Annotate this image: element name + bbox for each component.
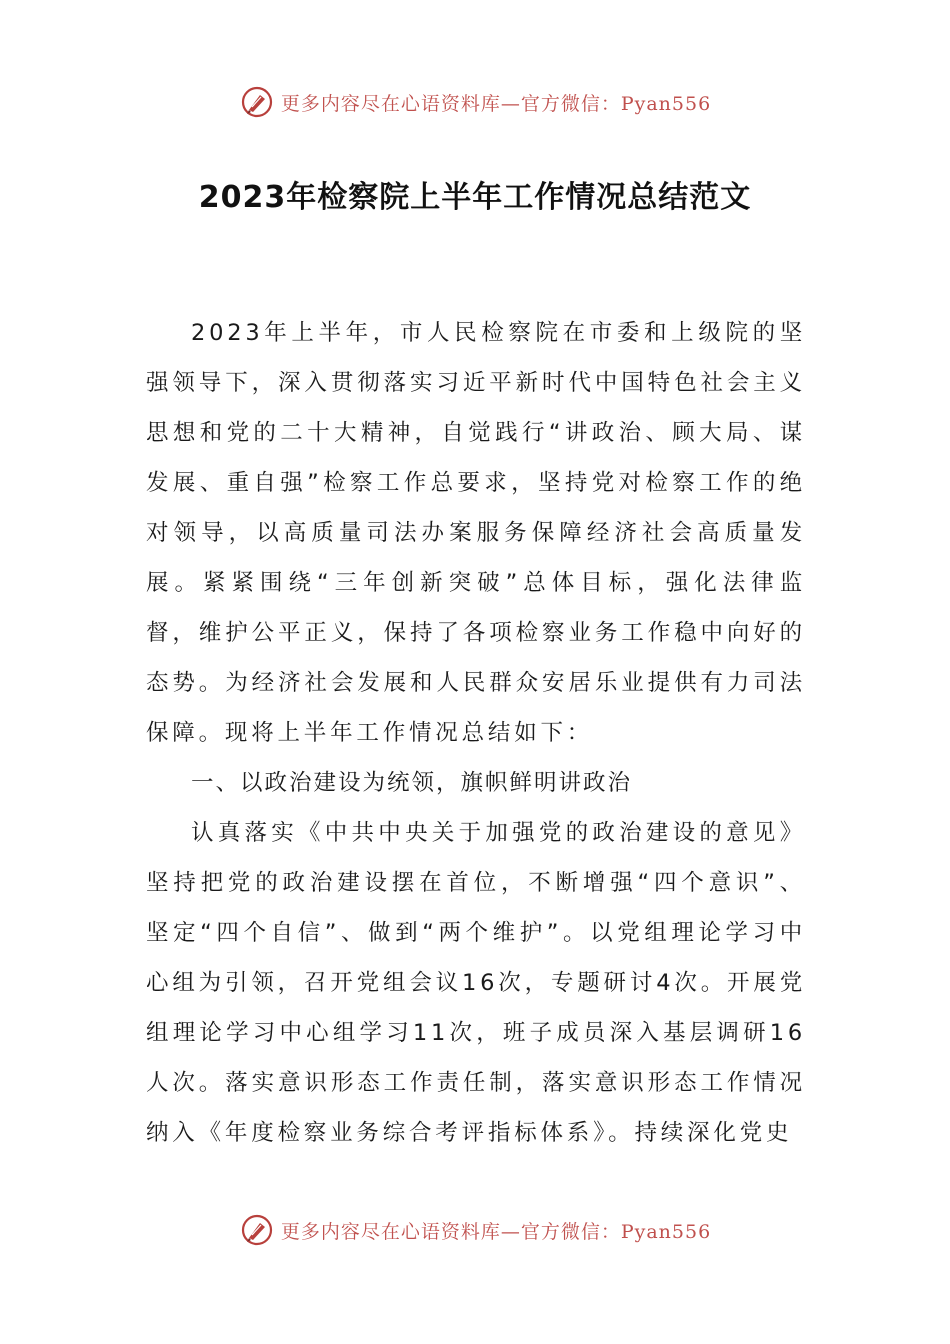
pen-nib-logo-icon [239,1212,275,1248]
document-title: 2023年检察院上半年工作情况总结范文 [198,180,752,215]
header-banner [0,82,950,122]
section-heading-1: 一、以政治建设为统领，旗帜鲜明讲政治 [191,770,633,796]
footer-banner-text: 更多内容尽在心语资料库—官方微信：Pyan556 [280,1220,712,1243]
footer-banner [0,1210,950,1250]
header-banner-text: 更多内容尽在心语资料库—官方微信：Pyan556 [280,92,712,115]
paragraph-intro: 2023年上半年，市人民检察院在市委和上级院的坚强领导下，深入贯彻落实习近平新时代中国特色社会主义思想和党的二十大精神，自觉践行“讲政治、顾大局、谋发展、重自强”检察工作总要求，坚持党对检察工作的绝对领导，以高质量司法办案服务保障经济社会高质量发展。紧紧围绕“三年创新突破”总体目标，强化法律监督，维护公平正义，保持了各项检察业务工作稳中向好的态势。为经济社会发展和人民群众安居乐业提供有力司法保障。现将上半年工作情况总结如下： [146,320,806,746]
document-body [146,308,806,1158]
paragraph-section-1: 认真落实《中共中央关于加强党的政治建设的意见》坚持把党的政治建设摆在首位，不断增强“四个意识”、坚定“四个自信”、做到“两个维护”。以党组理论学习中心组为引领，召开党组会议16次，专题研讨4次。开展党组理论学习中心组学习11次，班子成员深入基层调研16人次。落实意识形态工作责任制，落实意识形态工作情况纳入《年度检察业务综合考评指标体系》。持续深化党史 [146,820,806,1146]
pen-nib-logo-icon [239,84,275,120]
